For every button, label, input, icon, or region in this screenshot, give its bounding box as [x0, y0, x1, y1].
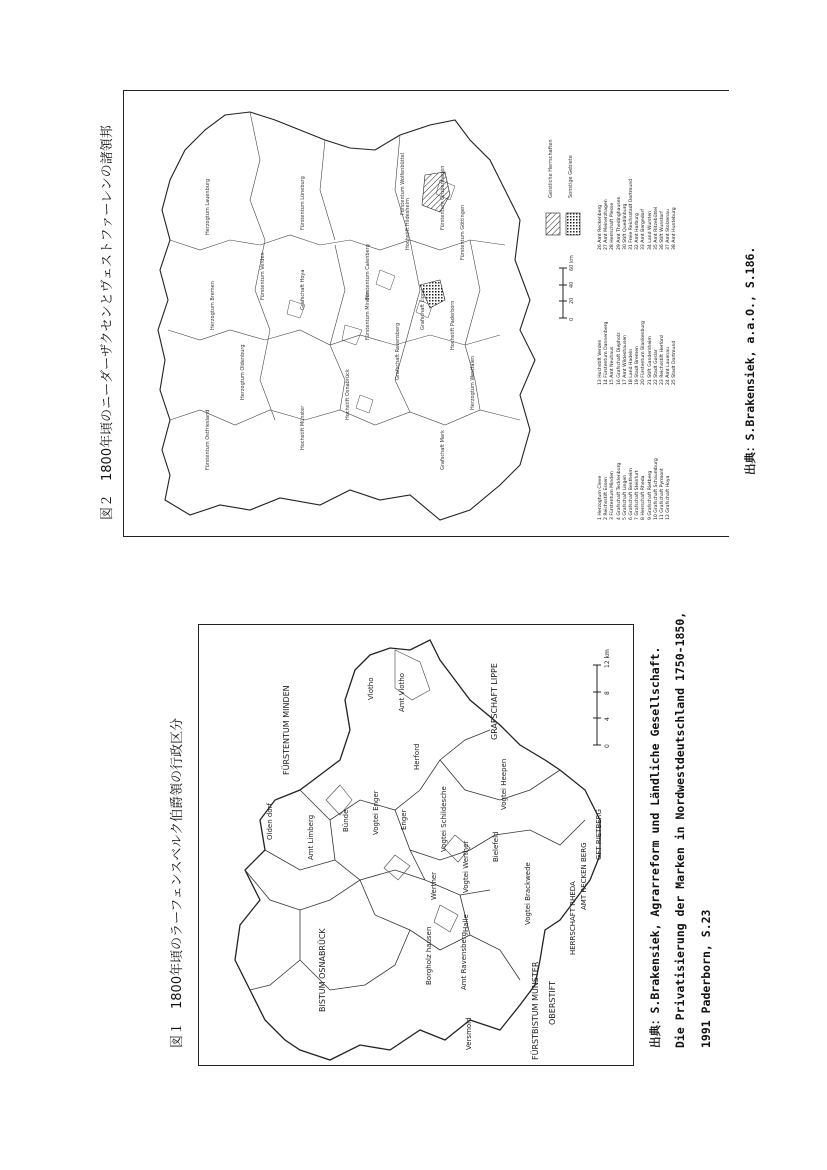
figure1-source-line-2: Die Privatisierung der Marken in Nordwestdeutschland 1750-1850,: [673, 611, 687, 1048]
legend-item: 3 Fürstentum Minden: [610, 471, 616, 520]
label-werther: Werther: [430, 871, 438, 900]
legend-item: 33 Amt Bergedorf: [641, 209, 647, 250]
label-amt-reckenberg: AMT RECKEN BERG: [580, 842, 588, 910]
label-hzt-oldenburg: Herzogtum Oldenburg: [240, 344, 246, 400]
legend-item: 14 Fürstentum Dannenberg: [604, 321, 610, 385]
legend-item: 17 Amt Wildeshausen: [622, 334, 628, 385]
figure2-caption: 図２ 1800年頃のニーダーザクセンとヴェストファーレンの諸領邦: [100, 125, 115, 520]
label-vogtei-heepen: Vogtei Heepen: [500, 758, 508, 810]
legend-item: 13 Hochstift Verden: [598, 339, 603, 385]
label-amt-vlotho: Amt Vlotho: [398, 672, 406, 712]
label-vogtei-werther: Vogtei Werther: [462, 840, 470, 893]
label-grafschaft-lippe-2: Grafschaft Lippe: [420, 288, 426, 330]
legend-item: 19 Stadt Bremen: [635, 346, 641, 385]
label-oldendorf: Olden dorf: [266, 803, 274, 840]
label-grafschaft-lippe: GRAFSCHAFT LIPPE: [490, 663, 499, 740]
legend-item: 35 Amt Ritzebüttel: [653, 206, 659, 250]
scale-tick-4: 4: [604, 717, 611, 721]
label-hzt-bremen: Herzogtum Bremen: [210, 281, 216, 330]
figure1-source-line-1: 出典：S.Brakensiek, Agrarreform und Ländliche Gesellschaft.: [648, 646, 662, 1048]
label-hochstift-paderborn: Hochstift Paderborn: [450, 300, 456, 350]
label-fst-minden: Fürstentum Minden: [365, 291, 371, 340]
legend-item: 9 Grafschaft Rietberg: [647, 470, 653, 520]
scale-tick-8: 8: [604, 691, 611, 695]
label-halle: Halle: [462, 914, 470, 932]
label-hochstift-muenster: Hochstift Münster: [300, 405, 306, 450]
scale2-tick-40: 40: [569, 281, 575, 288]
label-grafschaft-ravensberg: Grafschaft Ravensberg: [395, 322, 401, 380]
label-hzt-westfalen: Herzogtum Westfalen: [470, 355, 476, 410]
figure2-source: 出典：S.Brakensiek, a.a.O., S.186.: [743, 246, 757, 475]
scale2-tick-60: 60 km: [569, 255, 575, 271]
legend-item: 38 Amt Hunteburg: [672, 207, 678, 250]
legend-item: 37 Amt Stolzenau: [666, 209, 672, 250]
label-vogtei-schildesche: Vogtei Schildesche: [440, 786, 448, 852]
scale2-tick-20: 20: [569, 297, 575, 304]
figure1-caption: 図１ 1800年頃のラーフェンスベルク伯爵領の行政区分: [170, 717, 185, 1048]
label-hochstift-hildesheim: Hochstift Hildesheim: [405, 198, 411, 250]
legend-right: [598, 100, 679, 250]
label-amt-limberg: Amt Limberg: [307, 814, 315, 860]
label-versmold: Versmold: [465, 1017, 473, 1050]
legend-item: 7 Grafschaft Steinfurt: [635, 470, 641, 520]
legend-item: 2 Reichsstift Essen: [604, 477, 610, 520]
legend-item: 34 Land Wursten: [647, 210, 653, 250]
label-grubenhagen: Fürstentum Grubenhagen: [440, 165, 446, 230]
legend-item: 32 Amt Harburg: [635, 213, 641, 250]
label-fst-ostfriesland: Fürstentum Ostfriesland: [205, 409, 211, 470]
legend-item: 6 Grafschaft Bentheim: [629, 468, 635, 520]
legend-item: 12 Grafschaft Hoya: [666, 475, 672, 520]
legend-item: 36 Stift Wunstorf: [660, 211, 666, 250]
legend-item: 26 Amt Reckenberg: [598, 204, 603, 250]
label-borgholzhausen: Borgholz hausen: [425, 926, 433, 985]
legend-item: 30 Stift Quedlinburg: [622, 203, 628, 250]
label-buende: Bünde: [342, 809, 350, 832]
legend-item: 8 Herrschaft Rheda: [641, 475, 647, 520]
legend-item: 18 Land Hadeln: [629, 348, 635, 385]
label-vogtei-brackwede: Vogtei Brackwede: [524, 862, 532, 925]
label-amt-ravensberg: Amt Ravensberg: [460, 931, 468, 990]
territory-boundaries: [168, 112, 520, 425]
label-herford: Herford: [413, 743, 421, 770]
legend-item: 24 Amt Lauenau: [666, 347, 672, 385]
legend-item: 4 Grafschaft Tecklenburg: [616, 462, 622, 520]
legend-swatch-geistlich: [546, 213, 560, 235]
label-oberstift: OBERSTIFT: [548, 980, 557, 1025]
legend-item: 1 Herzogtum Cleve: [598, 475, 603, 520]
hatch-legend-geistlich: Geistliche Herrschaften: [548, 139, 554, 198]
label-grafschaft-hoya: Grafschaft Hoya: [300, 269, 306, 310]
legend-item: 10 Grafschaft Schaumburg: [653, 458, 659, 520]
label-grafschaft-mark: Grafschaft Mark: [440, 430, 446, 470]
label-hochstift-osnabrueck: Hochstift Osnabrück: [345, 369, 351, 420]
scale-tick-12: 12 km: [604, 649, 611, 668]
legend-item: 16 Grafschaft Diepholz: [616, 332, 622, 385]
legend-item: 21 Stift Gandersheim: [647, 336, 653, 385]
scale-tick-0: 0: [604, 744, 611, 748]
label-vlotho: Vlotho: [367, 677, 375, 700]
legend-item: 25 Stadt Dortmund: [672, 340, 678, 385]
legend-item: 22 Stadt Goslar: [653, 349, 659, 385]
label-herrschaft-rheda: HERRSCHAFT RHEDA: [569, 881, 577, 955]
label-lauenburg: Herzogtum Lauenburg: [205, 178, 211, 235]
legend-mid: [598, 255, 679, 385]
label-fst-calenberg: Fürstentum Calenberg: [365, 244, 371, 300]
label-bielefeld: Bielefeld: [492, 831, 500, 862]
legend-item: 20 Fürstentum Blankenburg: [641, 320, 647, 385]
legend-item: 11 Grafschaft Pyrmont: [660, 468, 666, 520]
label-fst-lueneburg: Fürstentum Lüneburg: [300, 176, 306, 230]
legend-item: 23 Reichsstift Herford: [660, 335, 666, 385]
legend-swatch-sonstige: [566, 213, 580, 235]
label-enger: Enger: [400, 809, 408, 830]
label-fuerstentum-minden: FÜRSTENTUM MINDEN: [282, 685, 291, 775]
label-fst-wolfenbuettel: Fürstentum Wolfenbüttel: [400, 152, 406, 215]
legend-item: 5 Grafschaft Lingen: [622, 474, 628, 520]
label-fuerstbistum-muenster: FÜRSTBISTUM MÜNSTER: [531, 961, 540, 1060]
legend-item: 15 Amt Neuhaus: [610, 346, 616, 385]
legend-item: 28 Herrschaft Plesse: [610, 202, 616, 250]
label-goettingen: Fürstentum Göttingen: [460, 204, 466, 260]
label-gft-rietberg: GFT RIETBERG: [595, 809, 603, 860]
scale2-tick-0: 0: [569, 317, 575, 321]
label-vogtei-enger: Vogtei Enger: [372, 790, 380, 835]
label-fst-verden: Fürstentum Verden: [260, 252, 266, 300]
label-bistum-osnabrueck: BISTUM OSNABRÜCK: [318, 928, 327, 1012]
legend-item: 29 Amt Thedinghausen: [616, 196, 622, 250]
legend-item: 27 Amt Meinerzhagen: [604, 199, 610, 250]
hatch-legend-sonstige: Sonstige Gebiete: [568, 155, 574, 198]
figure1-source-line-3: 1991 Paderborn, S.23: [699, 909, 713, 1048]
legend-item: 31 Freie Reichsstadt Dortmund: [629, 178, 635, 250]
